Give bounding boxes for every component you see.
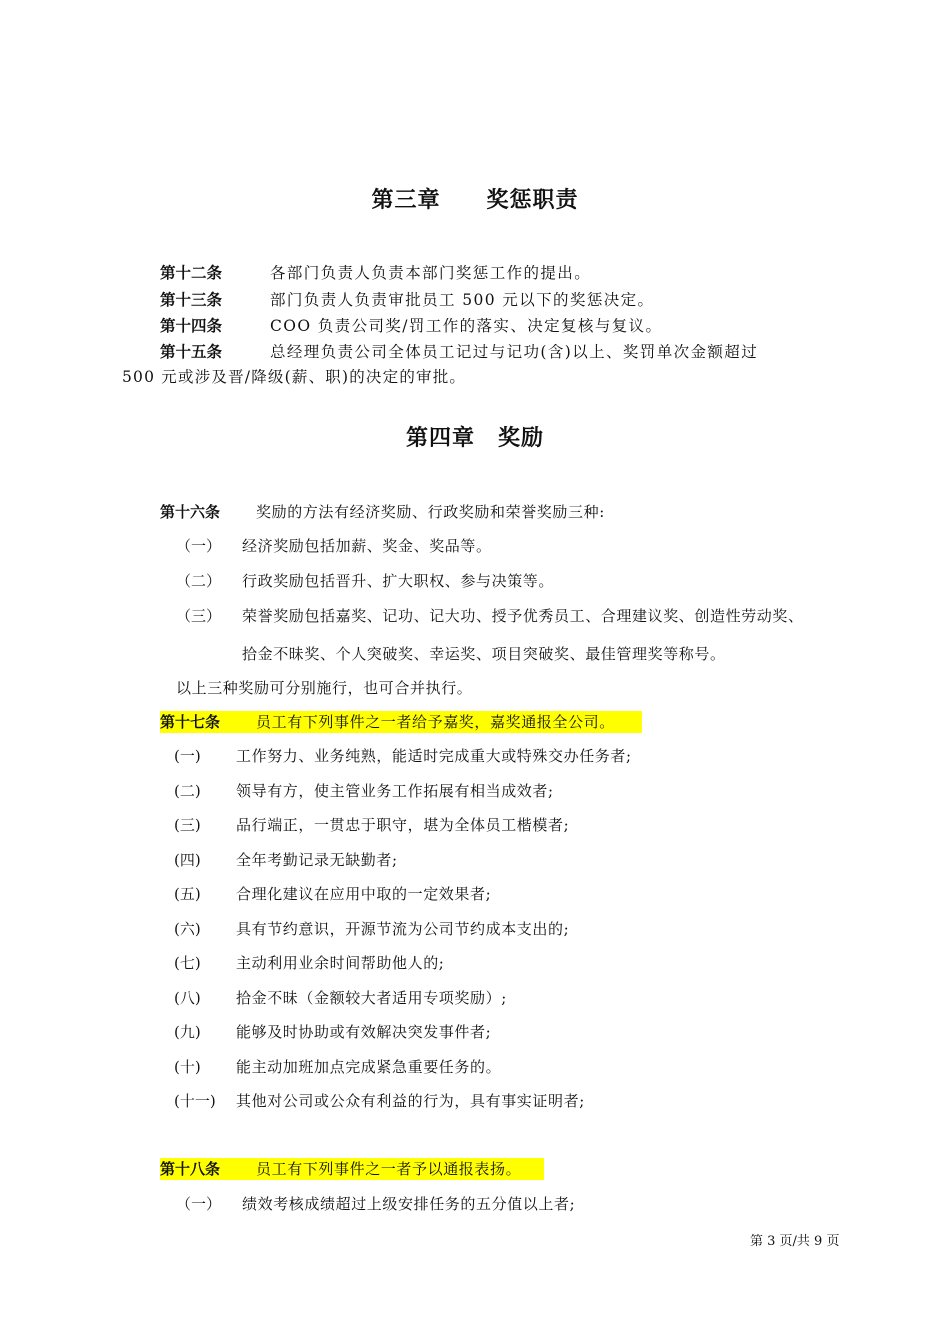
item-number: (一) [174,747,201,765]
item-text: 能够及时协助或有效解决突发事件者; [236,1023,492,1041]
chapter3-title: 第三章 奖惩职责 [371,188,579,213]
item-number: (六) [174,919,201,938]
article-text: COO 负责公司奖/罚工作的落实、决定复核与复议。 [270,317,663,335]
article-label: 第十四条 [160,317,223,335]
item-text: 全年考勤记录无缺勤者; [236,850,398,869]
item-number: (九) [174,1023,201,1041]
item-text: 其他对公司或公众有利益的行为，具有事实证明者; [236,1092,585,1110]
item-text: 经济奖励包括加薪、奖金、奖品等。 [242,537,492,555]
item-number: (四) [174,850,201,869]
article-label: 第十三条 [160,291,223,309]
article-text: 总经理负责公司全体员工记过与记功(含)以上、奖罚单次金额超过 [270,343,759,361]
chapter4-title: 第四章 奖励 [405,426,544,451]
article-text: 部门负责人负责审批员工 500 元以下的奖惩决定。 [270,291,655,309]
item-number: （一） [176,537,222,555]
item-text: 能主动加班加点完成紧急重要任务的。 [236,1057,502,1076]
item-number: （二） [176,572,222,590]
item-text: 行政奖励包括晋升、扩大职权、参与决策等。 [242,572,555,590]
item-text: 工作努力、业务纯熟，能适时完成重大或特殊交办任务者; [236,747,632,765]
item-number: (七) [174,954,201,972]
item-text: 具有节约意识，开源节流为公司节约成本支出的; [236,919,570,938]
article-label: 第十八条 [160,1160,221,1178]
article-18 [160,1158,544,1180]
item-number: (三) [174,816,201,834]
item-number: (八) [174,988,201,1007]
article-text: 员工有下列事件之一者予以通报表扬。 [256,1160,522,1178]
item-number: (十) [174,1057,201,1076]
article-12 [160,262,592,284]
item-text: 绩效考核成绩超过上级安排任务的五分值以上者; [242,1195,576,1213]
item-text: 荣誉奖励包括嘉奖、记功、记大功、授予优秀员工、合理建议奖、创造性劳动奖、 [242,607,804,625]
article-text: 奖励的方法有经济奖励、行政奖励和荣誉奖励三种: [256,503,605,521]
article-label: 第十五条 [160,343,223,361]
item-text: 品行端正，一贯忠于职守，堪为全体员工楷模者; [236,816,570,834]
item-text: 合理化建议在应用中取的一定效果者; [236,885,492,903]
item-number: （一） [176,1195,222,1213]
article-13 [160,289,655,311]
article-label: 第十六条 [160,503,221,521]
item-number: （三） [176,607,222,625]
item-text: 主动利用业余时间帮助他人的; [236,954,445,972]
item-text: 拾金不昧（金额较大者适用专项奖励）; [236,988,507,1007]
article-label: 第十二条 [160,264,223,282]
article-16 [160,501,605,523]
item-continuation: 拾金不昧奖、个人突破奖、幸运奖、项目突破奖、最佳管理奖等称号。 [242,645,726,663]
article-16-note: 以上三种奖励可分别施行，也可合并执行。 [176,679,473,697]
item-number: (二) [174,781,201,800]
article-17 [160,711,642,733]
article-text: 员工有下列事件之一者给予嘉奖，嘉奖通报全公司。 [256,713,615,731]
article-15-continuation: 500 元或涉及晋/降级(薪、职)的决定的审批。 [122,368,467,386]
item-text: 领导有方，使主管业务工作拓展有相当成效者; [236,781,554,800]
article-15 [160,341,759,363]
article-text: 各部门负责人负责本部门奖惩工作的提出。 [270,264,592,282]
item-number: (五) [174,885,201,903]
article-label: 第十七条 [160,713,221,731]
page-number: 第 3 页/共 9 页 [750,1234,840,1249]
article-14 [160,315,663,337]
item-number: (十一) [174,1092,216,1110]
